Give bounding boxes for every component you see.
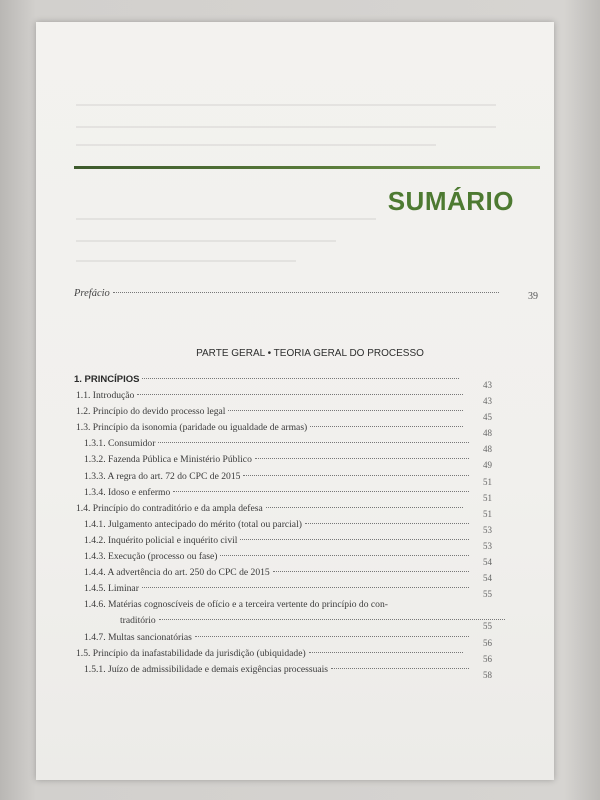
dot-leader <box>273 571 469 572</box>
toc-entry <box>74 663 492 680</box>
toc-entry <box>74 551 492 568</box>
dot-leader <box>142 587 469 588</box>
bleed-through-line <box>76 240 336 242</box>
toc-entry <box>74 599 472 615</box>
toc-entry-label: 1.3.1. Consumidor <box>84 438 156 450</box>
toc-page-number: 55 <box>483 621 492 632</box>
toc-page-number: 54 <box>483 557 492 568</box>
dot-leader <box>142 378 459 379</box>
toc-entry-label: 1.3.2. Fazenda Pública e Ministério Público <box>84 454 252 466</box>
dot-leader <box>305 523 469 524</box>
dot-leader <box>331 668 469 669</box>
toc-page-number: 53 <box>483 540 492 551</box>
bleed-through-line <box>76 144 436 146</box>
dot-leader <box>158 442 469 443</box>
toc-page-number: 51 <box>483 508 492 519</box>
dot-leader <box>310 426 463 427</box>
toc-page-number: 51 <box>483 492 492 503</box>
toc-entry-label: 1.1. Introdução <box>76 390 135 402</box>
bleed-through-line <box>76 104 496 106</box>
toc-page-number: 58 <box>483 669 492 680</box>
toc-entry-continuation <box>74 615 508 631</box>
toc-entry <box>74 374 492 390</box>
toc-page-number: 48 <box>483 428 492 439</box>
toc-entry-label: 1.4. Princípio do contraditório e da ampla defesa <box>76 502 263 514</box>
part-heading: PARTE GERAL • TEORIA GERAL DO PROCESSO <box>196 348 424 359</box>
dot-leader <box>240 539 469 540</box>
page-title: SUMÁRIO <box>387 186 514 216</box>
toc-entry <box>74 567 492 584</box>
toc-entry <box>74 486 492 503</box>
toc-page-number: 43 <box>483 396 492 407</box>
header-rule <box>74 166 540 169</box>
toc-entry <box>74 631 492 648</box>
toc-page-number: 48 <box>483 444 492 455</box>
toc-page-number: 51 <box>483 476 492 487</box>
toc-page-number: 39 <box>528 291 538 302</box>
toc-entry-label: 1.3. Princípio da isonomia (paridade ou igualdade de armas) <box>76 422 308 434</box>
toc-entry-label: 1.5.1. Juízo de admissibilidade e demais exigências processuais <box>84 663 329 675</box>
toc-entry-label: Prefácio <box>74 288 110 299</box>
toc-entry-label: 1.3.3. A regra do art. 72 do CPC de 2015 <box>84 470 241 482</box>
dot-leader <box>243 475 469 476</box>
toc-page-number: 56 <box>483 637 492 648</box>
bleed-through-line <box>76 126 496 128</box>
toc-entry-label: 1.4.3. Execução (processo ou fase) <box>84 551 218 563</box>
bleed-through-line <box>76 218 376 220</box>
toc-entry <box>74 422 492 439</box>
toc-entry <box>74 518 492 535</box>
toc-entry <box>74 438 492 455</box>
toc-page-number: 49 <box>483 460 492 471</box>
toc-entry <box>74 454 492 471</box>
toc-entry <box>74 502 492 519</box>
dot-leader <box>220 555 469 556</box>
toc-entry-label: 1.3.4. Idoso e enfermo <box>84 486 171 498</box>
toc-entry <box>74 583 492 600</box>
toc-entry-label: 1.4.7. Multas sancionatórias <box>84 631 192 643</box>
book-page <box>36 22 554 780</box>
toc-entry-label: 1.5. Princípio da inafastabilidade da jurisdição (ubiquidade) <box>76 647 306 659</box>
dot-leader <box>255 458 469 459</box>
bleed-through-line <box>76 260 296 262</box>
toc-entry-label: 1. PRINCÍPIOS <box>74 374 140 385</box>
toc-entry-label: 1.4.2. Inquérito policial e inquérito civil <box>84 534 238 546</box>
toc-entry <box>74 534 492 551</box>
toc-page-number: 45 <box>483 412 492 423</box>
toc-entry-label: 1.4.1. Julgamento antecipado do mérito (total ou parcial) <box>84 518 302 530</box>
toc-entry <box>74 406 492 423</box>
toc-entry <box>74 390 492 407</box>
toc-entry-label: 1.4.4. A advertência do art. 250 do CPC de 2015 <box>84 567 270 579</box>
toc-entry-preface <box>74 288 538 302</box>
toc-entry-label: 1.4.5. Liminar <box>84 583 139 595</box>
dot-leader <box>113 292 499 293</box>
toc-entry-label: 1.2. Princípio do devido processo legal <box>76 406 226 418</box>
toc-entry-label: traditório <box>120 615 156 627</box>
toc-entry-label: 1.4.6. Matérias cognoscíveis de ofício e a terceira vertente do princípio do con- <box>84 599 388 611</box>
dot-leader <box>266 507 463 508</box>
dot-leader <box>309 652 463 653</box>
toc-page-number: 56 <box>483 653 492 664</box>
table-of-contents <box>74 374 540 680</box>
toc-entry <box>74 647 492 664</box>
dot-leader <box>137 394 463 395</box>
toc-page-number: 55 <box>483 589 492 600</box>
toc-page-number: 43 <box>483 380 492 390</box>
dot-leader <box>228 410 463 411</box>
toc-entry <box>74 470 492 487</box>
toc-page-number: 54 <box>483 573 492 584</box>
dot-leader <box>159 619 505 620</box>
dot-leader <box>195 636 469 637</box>
toc-page-number: 53 <box>483 524 492 535</box>
dot-leader <box>173 491 469 492</box>
